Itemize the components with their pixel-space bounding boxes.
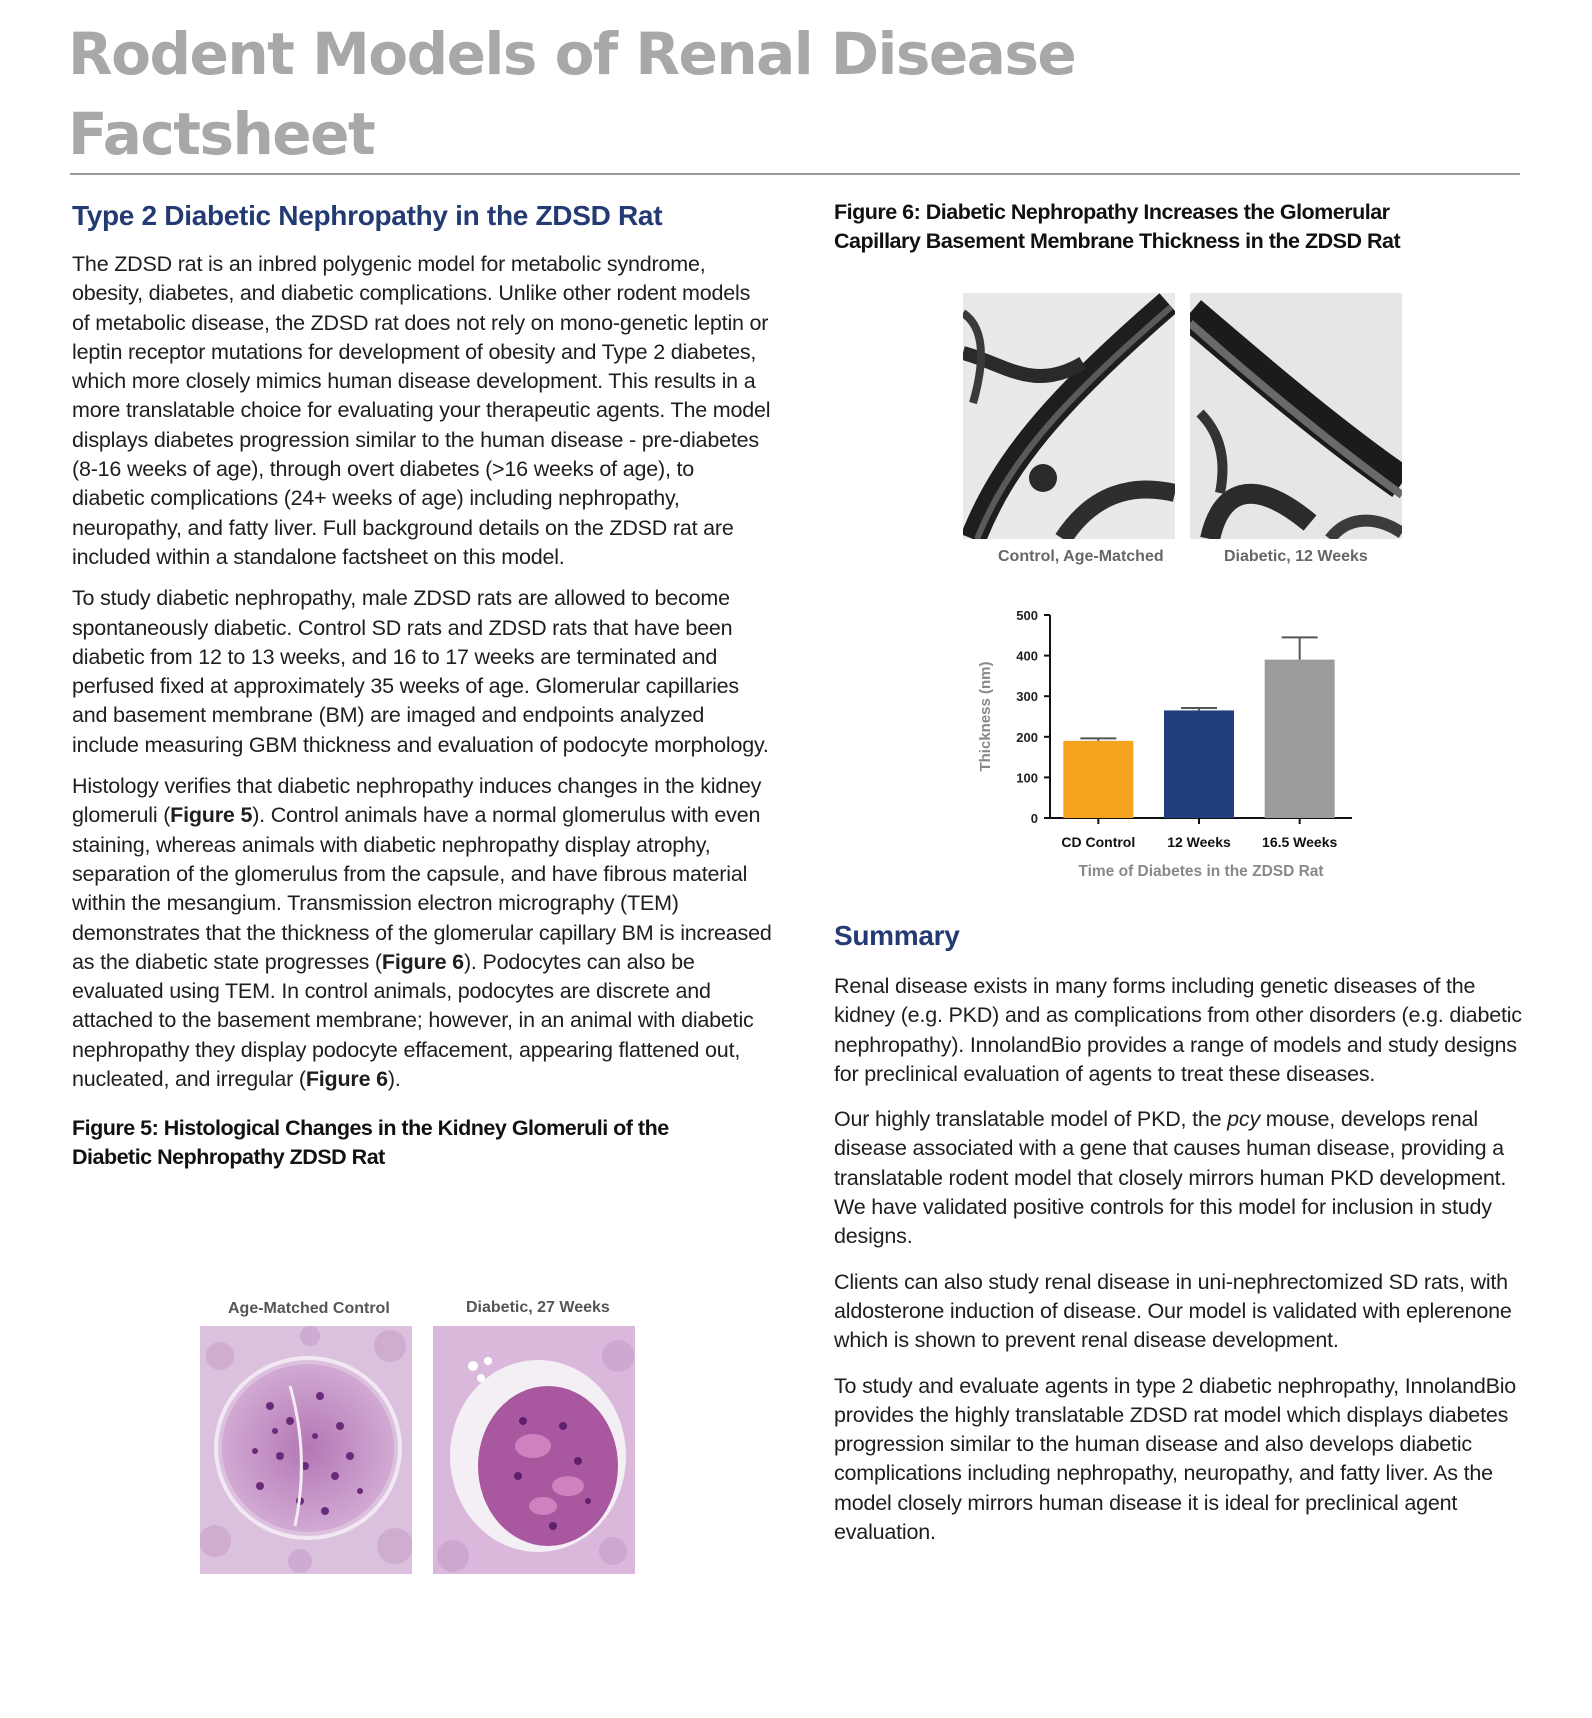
x-tick-label: 12 Weeks <box>1167 834 1231 850</box>
text-run: ). Control animals have a normal glomerulus with even staining, whereas animals with diabetic nephropathy display atrophy, separation of the glomerulus from the capsule, and have fibrous material within the mesangium. Transmission electron micrography (TEM) demonstrates that the thickness of the glomerular capillary BM is increased as the diabetic state progresses ( <box>72 803 772 974</box>
histology-image-diabetic <box>433 1326 635 1574</box>
y-tick-label: 100 <box>1016 770 1038 786</box>
bar-cd-control <box>1063 741 1133 818</box>
y-tick-label: 300 <box>1016 689 1038 705</box>
summary-paragraph-3: Clients can also study renal disease in uni-nephrectomized SD rats, with aldosterone induction of disease. Our model is validated with eplerenone which is shown to prevent renal disease development. <box>834 1269 1512 1353</box>
summary-paragraph-1: Renal disease exists in many forms including genetic diseases of the kidney (e.g. PKD) and as complications from other disorders (e.g. diabetic nephropathy). InnolandBio provides a range of models and study designs for preclinical evaluation of agents to treat these diseases. <box>834 974 1522 1086</box>
histology-image-control <box>200 1326 412 1574</box>
bar-16-5-weeks <box>1265 660 1335 818</box>
chart-svg <box>960 605 1380 895</box>
x-tick-label: 16.5 Weeks <box>1262 834 1338 850</box>
bar-12-weeks <box>1164 710 1234 818</box>
y-tick-label: 400 <box>1016 648 1038 664</box>
y-tick-label: 200 <box>1016 729 1038 745</box>
page-title-line2: Factsheet <box>68 100 375 168</box>
figure5-title-line2: Diabetic Nephropathy ZDSD Rat <box>72 1145 385 1170</box>
page-title <box>68 14 1168 174</box>
figure6-caption-control: Control, Age-Matched <box>998 548 1164 565</box>
header-divider <box>70 173 1520 175</box>
figure6-caption-diabetic: Diabetic, 12 Weeks <box>1224 548 1368 565</box>
figure6-title-line2: Capillary Basement Membrane Thickness in the ZDSD Rat <box>834 229 1401 253</box>
tem-image-control <box>963 293 1175 539</box>
summary-body <box>834 972 1534 1563</box>
paragraph-study-design: To study diabetic nephropathy, male ZDSD rats are allowed to become spontaneously diabetic. Control SD rats and ZDSD rats that have been diabetic from 12 to 13 weeks, and 16 to 17 weeks are terminated and perfused fixed at approximately 35 weeks of age. Glomerular capillaries and basement membrane (BM) are imaged and endpoints analyzed include measuring GBM thickness and evaluation of podocyte morphology. <box>72 586 769 757</box>
x-axis-label: Time of Diabetes in the ZDSD Rat <box>1078 863 1324 880</box>
right-column <box>834 198 1534 256</box>
figure5-caption-diabetic: Diabetic, 27 Weeks <box>466 1299 610 1316</box>
section-heading-summary: Summary <box>834 920 960 951</box>
text-run: mouse, develops renal disease associated with a gene that causes human disease, providing a translatable rodent model that closely mirrors human PKD development. We have validated positive controls for this model for inclusion in study designs. <box>834 1107 1507 1249</box>
y-tick-label: 500 <box>1016 608 1038 623</box>
figure6-title-line1: Figure 6: Diabetic Nephropathy Increases the Glomerular <box>834 200 1390 224</box>
y-axis-label: Thickness (nm) <box>977 661 994 772</box>
figure5-title <box>72 1114 772 1172</box>
gbm-thickness-chart <box>960 605 1380 895</box>
paragraph-histology <box>72 772 772 1094</box>
figure6-title <box>834 198 1534 256</box>
page-title-line1: Rodent Models of Renal Disease <box>68 20 1076 88</box>
chart-bars <box>1063 637 1334 818</box>
paragraph-zdsd-intro: The ZDSD rat is an inbred polygenic model for metabolic syndrome, obesity, diabetes, and diabetic complications. Unlike other rodent models of metabolic disease, the ZDSD rat does not rely on mono-genetic leptin or leptin receptor mutations for development of obesity and Type 2 diabetes, which more closely mimics human disease development. This results in a more translatable choice for evaluating your therapeutic agents. The model displays diabetes progression similar to the human disease - pre-diabetes (8-16 weeks of age), through overt diabetes (>16 weeks of age), to diabetic complications (24+ weeks of age) including nephropathy, neuropathy, and fatty liver. Full background details on the ZDSD rat are included within a standalone factsheet on this model. <box>72 252 771 569</box>
x-tick-label: CD Control <box>1061 834 1136 850</box>
section-heading-zdsd: Type 2 Diabetic Nephropathy in the ZDSD Rat <box>72 200 663 231</box>
text-run: ). <box>387 1067 401 1092</box>
summary-paragraph-4: To study and evaluate agents in type 2 diabetic nephropathy, InnolandBio provides the highly translatable ZDSD rat model which displays diabetes progression similar to the human disease and also develops diabetic complications including nephropathy, neuropathy, and fatty liver. As the model closely mirrors human disease it is ideal for preclinical agent evaluation. <box>834 1373 1517 1545</box>
text-run: Histology verifies that diabetic nephropathy induces changes in the kidney glomeruli ( <box>72 774 762 828</box>
tem-image-diabetic <box>1190 293 1402 539</box>
figure-ref: Figure 6 <box>305 1067 388 1092</box>
figure5-title-line1: Figure 5: Histological Changes in the Kidney Glomeruli of the <box>72 1116 669 1141</box>
italic-term: pcy <box>1227 1107 1260 1132</box>
left-column <box>72 198 772 1172</box>
y-tick-label: 0 <box>1030 811 1038 826</box>
summary-paragraph-2 <box>834 1105 1534 1251</box>
figure-ref: Figure 6 <box>381 949 464 974</box>
text-run: Our highly translatable model of PKD, the <box>834 1107 1228 1132</box>
figure5-caption-control: Age-Matched Control <box>228 1300 390 1317</box>
figure-ref: Figure 5 <box>170 803 253 828</box>
text-run: ). Podocytes can also be evaluated using TEM. In control animals, podocytes are discrete and attached to the basement membrane; however, in an animal with diabetic nephropathy they display podocyte effacement, appearing flattened out, nucleated, and irregular ( <box>72 949 754 1092</box>
